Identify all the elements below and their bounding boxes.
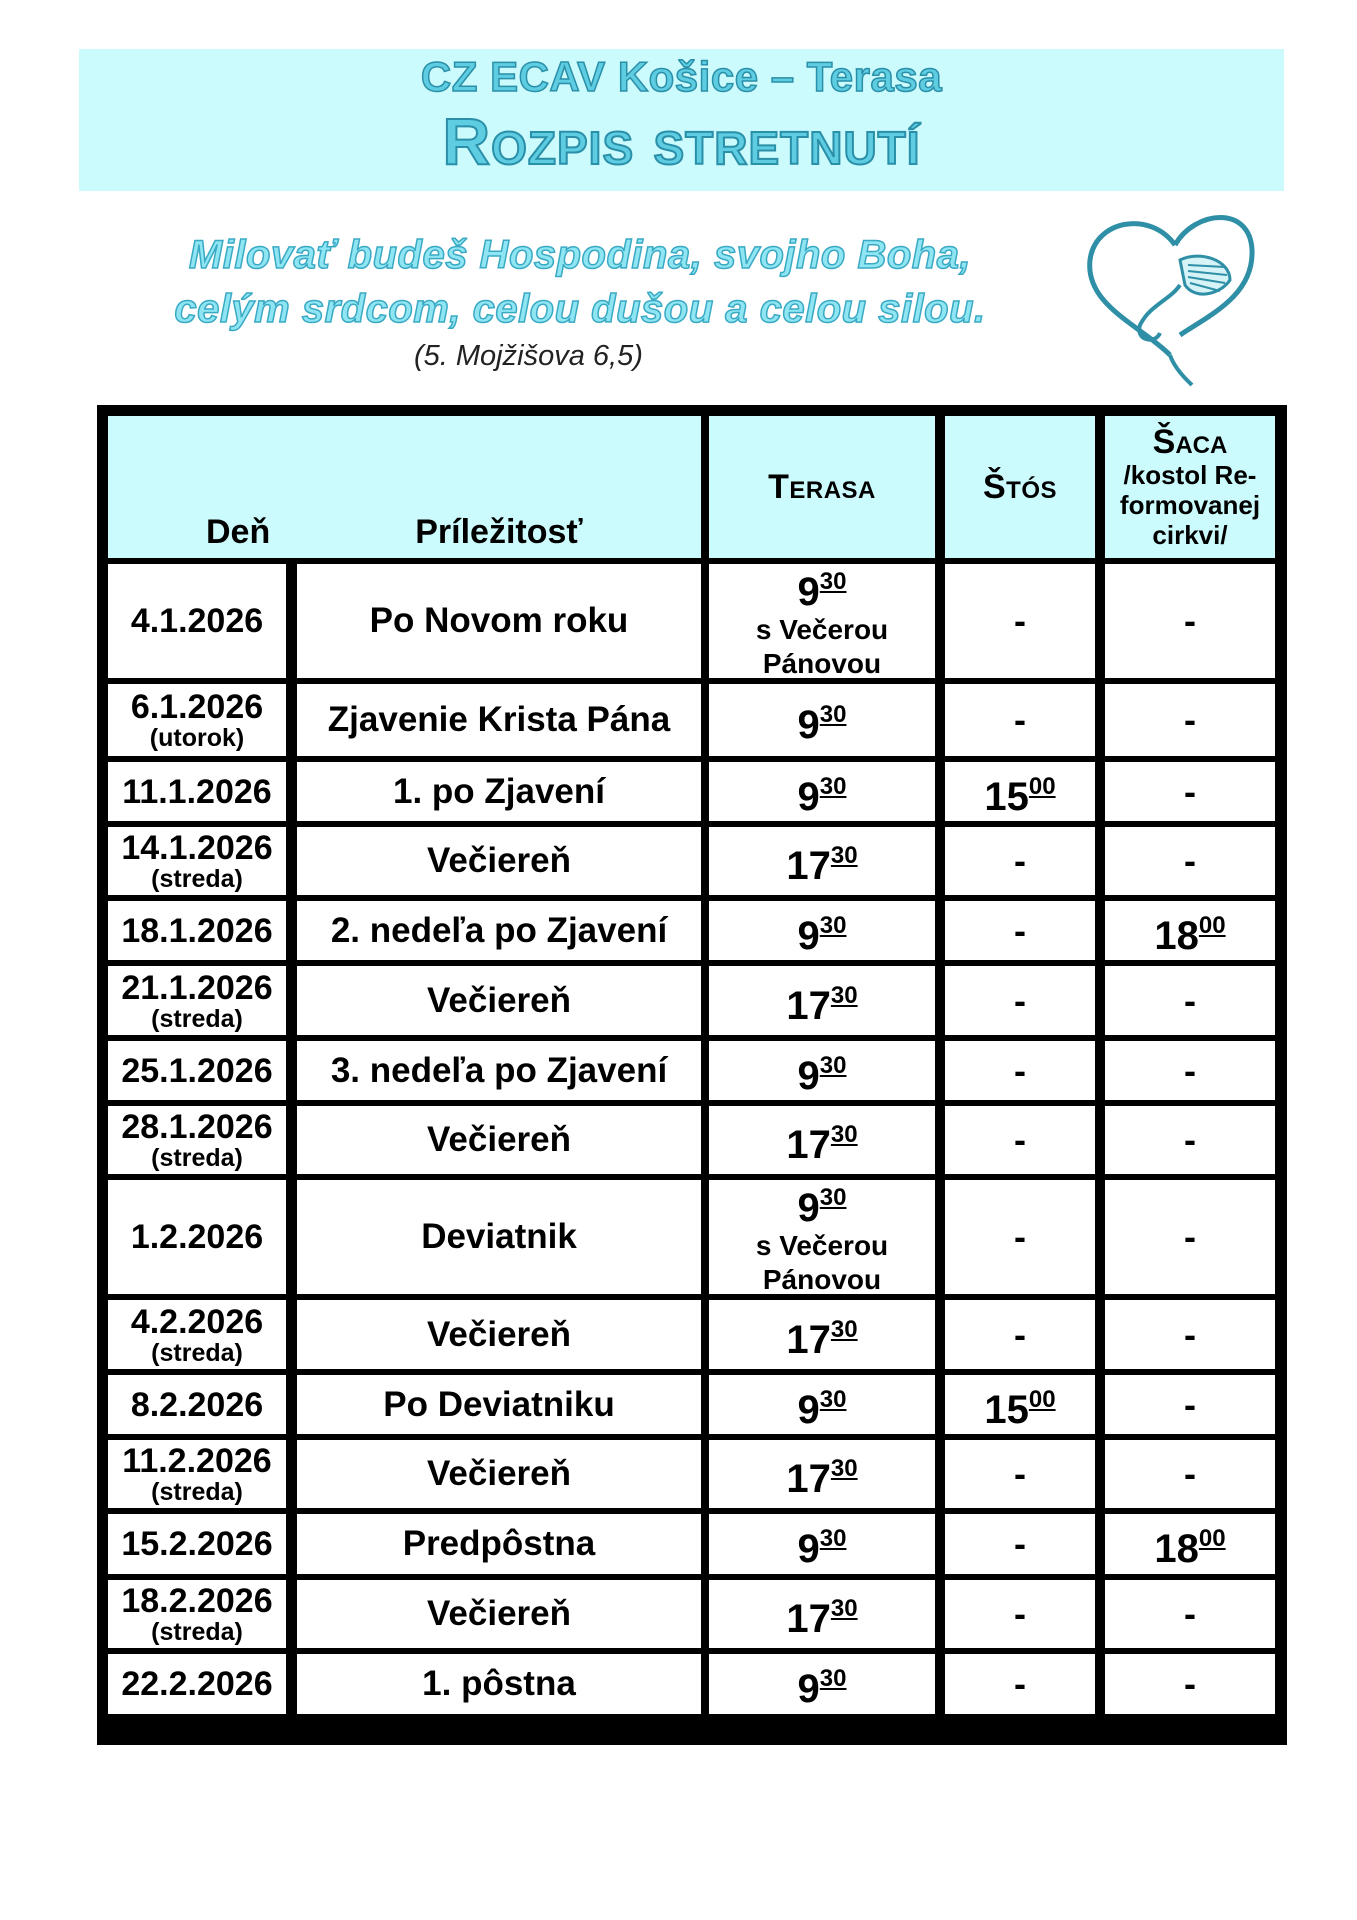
occasion-cell [297, 762, 701, 821]
saca-cell [1105, 1180, 1275, 1294]
occasion-cell [297, 1580, 701, 1648]
occasion-cell [297, 564, 701, 678]
time-value [786, 1114, 857, 1166]
terasa-cell [709, 1180, 935, 1294]
terasa-cell [709, 1580, 935, 1648]
communion-note-1: s Večerou [755, 1230, 889, 1261]
occasion-text: 1. po Zjavení [393, 771, 605, 811]
date-text: 18.1.2026 [121, 911, 273, 950]
stos-cell [945, 564, 1095, 678]
saca-cell [1105, 1654, 1275, 1714]
stos-cell [945, 1440, 1095, 1508]
page-title: Rozpis stretnutí [442, 104, 921, 178]
time-hour: 17 [786, 1597, 831, 1641]
saca-cell [1105, 1106, 1275, 1174]
empty-dash: - [1014, 1663, 1026, 1704]
empty-dash: - [1014, 1313, 1026, 1355]
empty-dash: - [1184, 699, 1196, 740]
terasa-cell [709, 1300, 935, 1369]
saca-cell [1105, 1300, 1275, 1369]
empty-dash: - [1014, 1216, 1026, 1257]
time-minutes: 30 [830, 1455, 858, 1482]
date-text: 21.1.2026 [121, 968, 273, 1007]
header-saca [1105, 416, 1275, 558]
saca-cell [1105, 1440, 1275, 1508]
terasa-cell [709, 564, 935, 678]
verse-line-1: Milovať budeš Hospodina, svojho Boha, [188, 233, 972, 277]
time-hour: 17 [786, 844, 831, 888]
header-saca-sub3: cirkvi/ [1152, 520, 1228, 550]
occasion-cell [297, 1180, 701, 1294]
date-text: 18.2.2026 [121, 1582, 273, 1620]
occasion-cell [297, 966, 701, 1035]
saca-cell [1105, 901, 1275, 960]
stos-cell [945, 762, 1095, 821]
header-saca-title: Šaca [1152, 423, 1228, 461]
date-text: 6.1.2026 [130, 688, 264, 726]
time-hour: 15 [984, 774, 1029, 819]
date-weekday: (streda) [151, 1338, 243, 1367]
date-cell [108, 966, 286, 1035]
terasa-cell [709, 684, 935, 756]
occasion-text: Večiereň [427, 1454, 571, 1493]
empty-dash: - [1184, 1313, 1196, 1355]
header-day-occasion [108, 416, 701, 558]
date-text: 8.2.2026 [130, 1385, 264, 1424]
time-hour: 9 [797, 703, 820, 747]
time-value [786, 1588, 857, 1640]
empty-dash: - [1184, 1663, 1196, 1704]
time-value [798, 561, 847, 613]
saca-cell [1105, 1041, 1275, 1100]
header-day: Deň [206, 513, 271, 551]
occasion-cell [297, 1106, 701, 1174]
date-weekday: (utorok) [149, 724, 245, 752]
date-cell [108, 1041, 286, 1100]
terasa-cell [709, 1041, 935, 1100]
saca-cell [1105, 827, 1275, 895]
occasion-text: Po Deviatniku [383, 1384, 615, 1424]
time-minutes: 30 [819, 701, 847, 728]
terasa-cell [709, 762, 935, 821]
empty-dash: - [1184, 1119, 1196, 1160]
time-value [984, 766, 1055, 818]
header-saca-sub1: /kostol Re- [1123, 460, 1257, 490]
saca-cell [1105, 1514, 1275, 1574]
occasion-cell [297, 1041, 701, 1100]
date-cell [108, 1106, 286, 1174]
occasion-cell [297, 1440, 701, 1508]
occasion-text: 2. nedeľa po Zjavení [330, 910, 668, 950]
date-text: 14.1.2026 [121, 829, 273, 867]
date-cell [108, 1180, 286, 1294]
date-weekday: (streda) [151, 1478, 243, 1506]
time-minutes: 30 [819, 568, 847, 595]
date-text: 11.1.2026 [122, 772, 272, 811]
date-cell [108, 1654, 286, 1714]
occasion-cell [297, 1375, 701, 1434]
date-text: 25.1.2026 [121, 1051, 273, 1090]
empty-dash: - [1014, 1453, 1026, 1494]
time-hour: 9 [797, 1186, 820, 1230]
occasion-cell [297, 827, 701, 895]
date-cell [108, 564, 286, 678]
time-hour: 9 [797, 913, 820, 958]
time-value [798, 1658, 847, 1710]
date-text: 15.2.2026 [121, 1525, 273, 1563]
time-hour: 17 [786, 1317, 831, 1362]
time-hour: 17 [786, 983, 831, 1028]
date-cell [108, 684, 286, 756]
terasa-cell [709, 1106, 935, 1174]
terasa-cell [709, 1440, 935, 1508]
empty-dash: - [1014, 1593, 1026, 1634]
empty-dash: - [1014, 979, 1026, 1021]
time-minutes: 30 [819, 772, 847, 800]
occasion-cell [297, 1654, 701, 1714]
time-value [798, 1177, 847, 1229]
date-cell [108, 901, 286, 960]
date-weekday: (streda) [151, 865, 243, 893]
date-cell [108, 1580, 286, 1648]
empty-dash: - [1014, 909, 1026, 951]
time-hour: 9 [797, 774, 820, 819]
date-weekday: (streda) [151, 1004, 243, 1033]
saca-cell [1105, 564, 1275, 678]
date-cell [108, 1514, 286, 1574]
time-hour: 18 [1154, 1527, 1199, 1571]
occasion-text: Zjavenie Krista Pána [327, 700, 671, 739]
terasa-cell [709, 1375, 935, 1434]
communion-note-1: s Večerou [755, 614, 889, 645]
terasa-cell [709, 901, 935, 960]
time-minutes: 00 [1198, 911, 1226, 939]
stos-cell [945, 901, 1095, 960]
header-stos [945, 416, 1095, 558]
date-text: 28.1.2026 [121, 1108, 273, 1146]
empty-dash: - [1014, 1523, 1026, 1564]
empty-dash: - [1184, 1049, 1196, 1091]
time-minutes: 00 [1198, 1525, 1226, 1552]
date-cell [108, 762, 286, 821]
empty-dash: - [1184, 1453, 1196, 1494]
header-terasa-label: Terasa [768, 467, 876, 506]
time-hour: 9 [797, 570, 820, 614]
time-minutes: 30 [830, 842, 858, 869]
church-name: CZ ECAV Košice – Terasa [420, 53, 943, 100]
time-minutes: 30 [819, 1184, 847, 1211]
empty-dash: - [1184, 840, 1196, 881]
schedule-table [97, 405, 1287, 1745]
date-text: 1.2.2026 [130, 1218, 264, 1256]
date-cell [108, 827, 286, 895]
time-value [1154, 905, 1225, 957]
verse-reference: (5. Mojžišova 6,5) [414, 340, 643, 372]
communion-note-2: Pánovou [762, 648, 882, 679]
time-value [798, 694, 847, 746]
time-value [1154, 1518, 1225, 1570]
time-minutes: 30 [819, 911, 847, 939]
time-hour: 17 [786, 1123, 831, 1167]
time-value [798, 1045, 847, 1097]
heart-icon [1080, 205, 1260, 390]
stos-cell [945, 1654, 1095, 1714]
bible-verse [150, 228, 1010, 336]
time-minutes: 30 [830, 1315, 858, 1343]
date-text: 11.2.2026 [122, 1442, 272, 1480]
terasa-cell [709, 827, 935, 895]
time-value [798, 1379, 847, 1431]
saca-cell [1105, 762, 1275, 821]
stos-cell [945, 1580, 1095, 1648]
terasa-cell [709, 1654, 935, 1714]
date-text: 4.1.2026 [130, 602, 264, 640]
date-cell [108, 1440, 286, 1508]
time-minutes: 30 [830, 1121, 858, 1148]
occasion-cell [297, 684, 701, 756]
time-minutes: 00 [1028, 1385, 1056, 1413]
time-hour: 15 [984, 1387, 1029, 1432]
time-minutes: 30 [819, 1051, 847, 1079]
time-minutes: 30 [819, 1385, 847, 1413]
saca-cell [1105, 684, 1275, 756]
empty-dash: - [1184, 600, 1196, 641]
time-minutes: 00 [1028, 772, 1056, 800]
time-value [786, 835, 857, 887]
header-stos-label: Štós [982, 467, 1057, 506]
occasion-text: Večiereň [427, 1594, 571, 1633]
date-weekday: (streda) [151, 1144, 243, 1172]
empty-dash: - [1184, 1593, 1196, 1634]
stos-cell [945, 1514, 1095, 1574]
empty-dash: - [1014, 1049, 1026, 1091]
time-value [786, 1448, 857, 1500]
saca-cell [1105, 1375, 1275, 1434]
time-minutes: 30 [819, 1525, 847, 1552]
stos-cell [945, 1041, 1095, 1100]
verse-line-2: celým srdcom, celou dušou a celou silou. [174, 287, 986, 331]
time-hour: 9 [797, 1387, 820, 1432]
occasion-text: Večiereň [427, 1120, 571, 1159]
occasion-text: 3. nedeľa po Zjavení [330, 1050, 668, 1090]
terasa-cell [709, 1514, 935, 1574]
time-hour: 9 [797, 1667, 820, 1711]
stos-cell [945, 684, 1095, 756]
empty-dash: - [1014, 840, 1026, 881]
empty-dash: - [1014, 1119, 1026, 1160]
occasion-text: Večiereň [427, 1314, 571, 1354]
occasion-cell [297, 901, 701, 960]
empty-dash: - [1184, 770, 1196, 812]
occasion-text: Deviatnik [421, 1217, 577, 1256]
time-minutes: 30 [830, 981, 858, 1009]
header-occasion: Príležitosť [415, 513, 583, 551]
time-value [984, 1379, 1055, 1431]
empty-dash: - [1184, 1383, 1196, 1425]
communion-note-2: Pánovou [762, 1264, 882, 1295]
time-value [786, 975, 857, 1027]
empty-dash: - [1014, 699, 1026, 740]
empty-dash: - [1014, 600, 1026, 641]
occasion-text: Večiereň [427, 841, 571, 880]
date-cell [108, 1300, 286, 1369]
occasion-text: 1. pôstna [422, 1664, 576, 1703]
date-text: 4.2.2026 [130, 1302, 264, 1341]
time-hour: 17 [786, 1457, 831, 1501]
time-value [798, 766, 847, 818]
time-hour: 9 [797, 1527, 820, 1571]
date-text: 22.2.2026 [121, 1665, 273, 1703]
time-value [798, 905, 847, 957]
time-hour: 18 [1154, 913, 1199, 958]
time-minutes: 30 [830, 1595, 858, 1622]
date-cell [108, 1375, 286, 1434]
header-saca-sub2: formovanej [1119, 490, 1261, 520]
stos-cell [945, 1375, 1095, 1434]
occasion-text: Predpôstna [402, 1524, 596, 1563]
occasion-cell [297, 1300, 701, 1369]
stos-cell [945, 966, 1095, 1035]
time-value [798, 1518, 847, 1570]
stos-cell [945, 1300, 1095, 1369]
occasion-cell [297, 1514, 701, 1574]
stos-cell [945, 827, 1095, 895]
stos-cell [945, 1180, 1095, 1294]
occasion-text: Večiereň [427, 980, 571, 1020]
saca-cell [1105, 1580, 1275, 1648]
time-hour: 9 [797, 1053, 820, 1098]
date-weekday: (streda) [151, 1618, 243, 1646]
time-value [786, 1309, 857, 1361]
header-banner [79, 49, 1284, 191]
time-minutes: 30 [819, 1665, 847, 1692]
occasion-text: Po Novom roku [369, 601, 629, 640]
header-terasa [709, 416, 935, 558]
stos-cell [945, 1106, 1095, 1174]
empty-dash: - [1184, 1216, 1196, 1257]
saca-cell [1105, 966, 1275, 1035]
empty-dash: - [1184, 979, 1196, 1021]
terasa-cell [709, 966, 935, 1035]
